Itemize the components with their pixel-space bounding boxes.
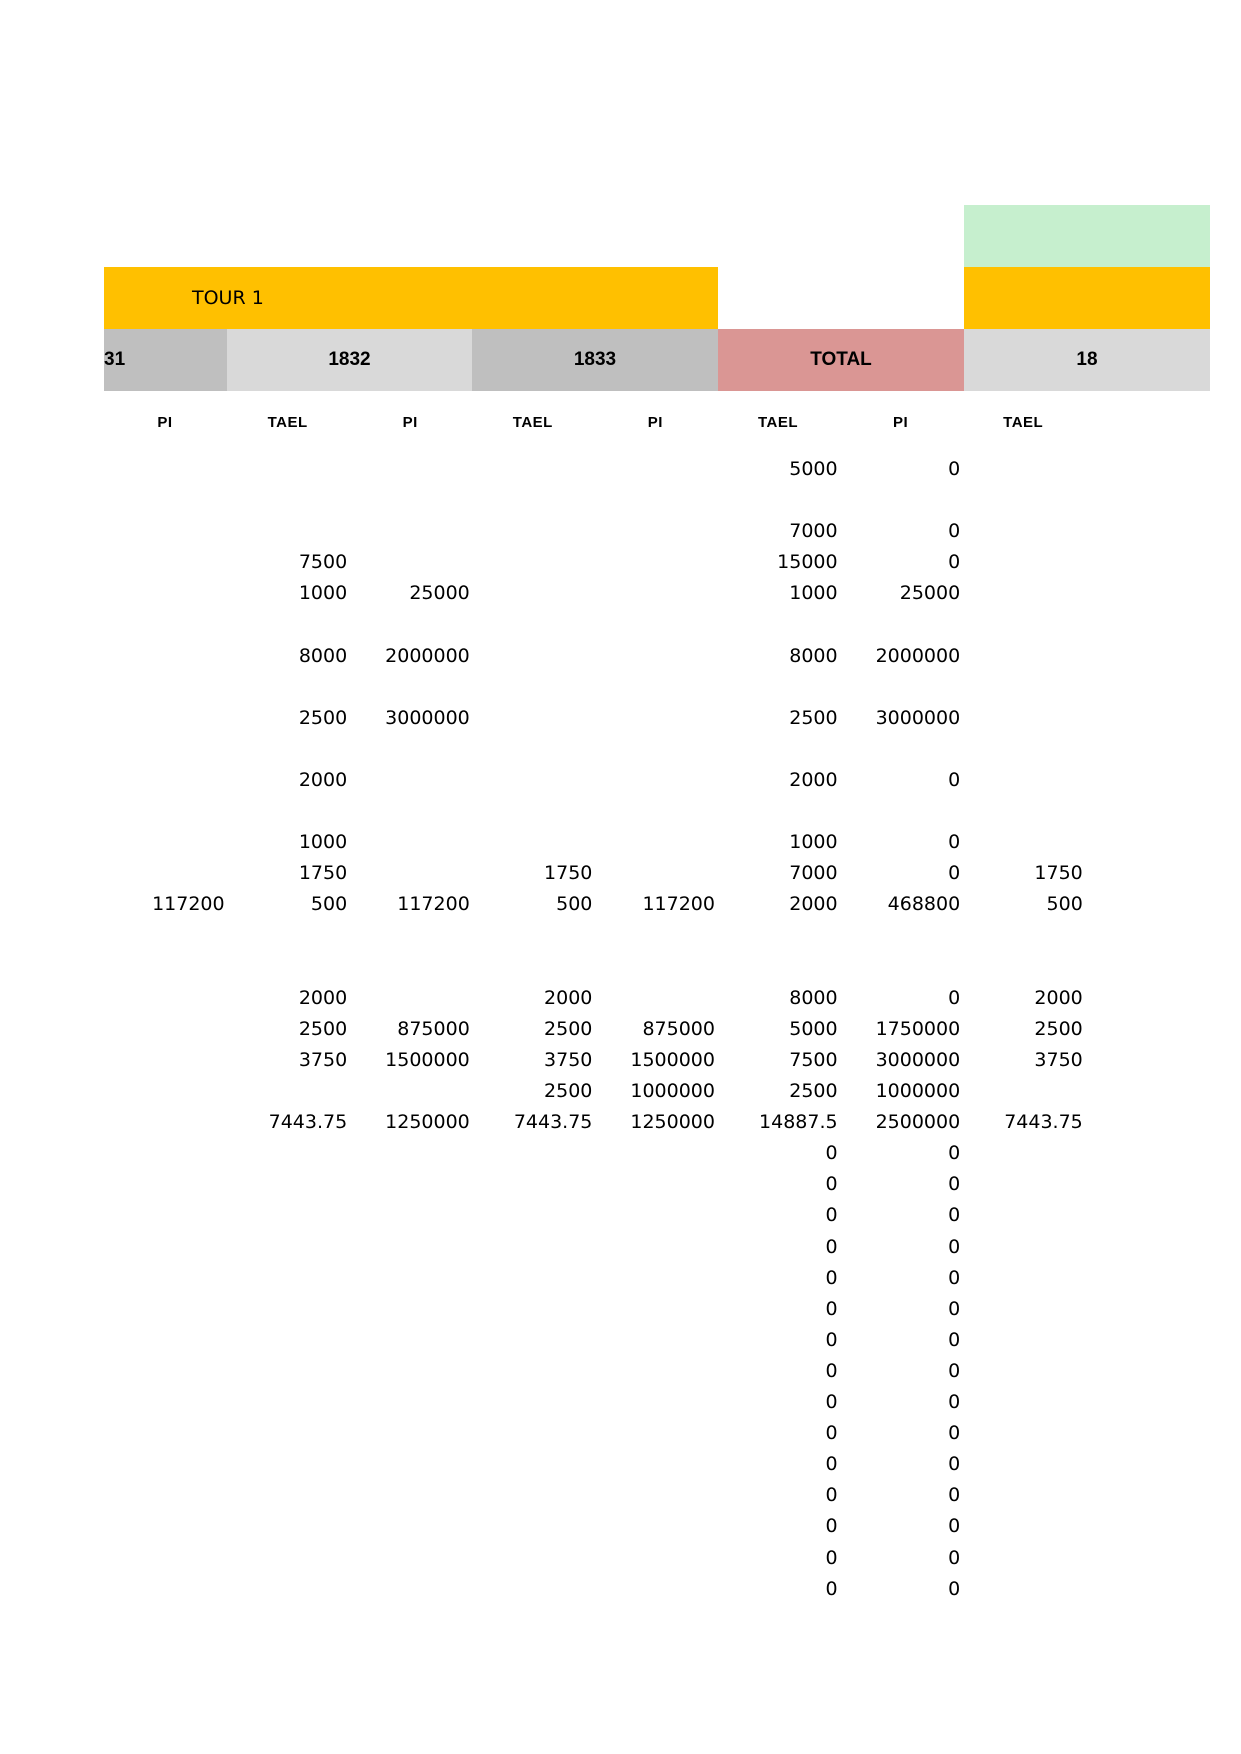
table-cell: 3750 xyxy=(1034,1048,1083,1071)
table-cell: 8000 xyxy=(789,644,838,667)
column-header-tael-6: TAEL xyxy=(757,414,799,431)
table-cell: 2000 xyxy=(298,986,348,1009)
table-cell: 0 xyxy=(825,1453,838,1476)
table-cell: 0 xyxy=(948,1515,961,1538)
table-cell: 500 xyxy=(1046,893,1083,916)
table-cell: 3000000 xyxy=(875,706,961,729)
table-cell: 0 xyxy=(825,1297,838,1320)
table-cell: 0 xyxy=(825,1235,838,1258)
table-cell: 0 xyxy=(825,1546,838,1569)
table-cell: 2500 xyxy=(789,706,838,729)
table-cell: 2000 xyxy=(544,986,593,1009)
column-header-pi-3: PI xyxy=(402,414,418,431)
column-header-pi-7: PI xyxy=(893,414,909,431)
header-highlight-band xyxy=(964,205,1210,267)
table-cell: 5000 xyxy=(789,1017,838,1040)
column-header-tael-8: TAEL xyxy=(1003,414,1044,431)
table-cell: 875000 xyxy=(642,1017,715,1040)
year-1832-header: 1832 xyxy=(227,329,472,391)
table-cell: 468800 xyxy=(887,893,961,916)
table-cell: 0 xyxy=(948,551,961,574)
table-cell: 117200 xyxy=(152,893,225,916)
table-cell: 2000 xyxy=(1034,986,1083,1009)
table-cell: 1500000 xyxy=(385,1048,470,1071)
table-cell: 0 xyxy=(948,1297,961,1320)
table-cell: 7000 xyxy=(789,862,838,885)
table-cell: 117200 xyxy=(642,893,715,916)
table-cell: 0 xyxy=(948,986,961,1009)
table-cell: 2500 xyxy=(789,1080,838,1102)
year-next-header: 18 xyxy=(964,329,1210,391)
table-cell: 0 xyxy=(825,1577,838,1600)
table-cell: 2500 xyxy=(298,706,348,729)
table-cell: 15000 xyxy=(777,551,838,574)
table-cell: 0 xyxy=(948,1328,961,1351)
table-cell: 7500 xyxy=(298,551,348,574)
column-header-tael-2: TAEL xyxy=(267,414,308,431)
year-1831-header: 31 xyxy=(104,329,227,391)
table-cell: 7000 xyxy=(789,520,838,543)
table-cell: 5000 xyxy=(789,458,838,480)
table-cell: 1750 xyxy=(298,862,348,885)
table-cell: 8000 xyxy=(298,644,348,667)
table-cell: 2000000 xyxy=(385,644,470,667)
table-cell: 0 xyxy=(825,1484,838,1507)
table-cell: 1000 xyxy=(298,831,348,854)
tour-band-right xyxy=(964,267,1210,329)
total-header: TOTAL xyxy=(718,329,964,391)
table-cell: 0 xyxy=(948,1235,961,1258)
table-cell: 500 xyxy=(310,893,348,916)
table-cell: 0 xyxy=(948,1266,961,1289)
table-cell: 0 xyxy=(948,1422,961,1445)
table-cell: 14887.5 xyxy=(759,1111,838,1134)
table-cell: 2500000 xyxy=(875,1111,961,1134)
table-cell: 0 xyxy=(948,1546,961,1569)
table-cell: 7500 xyxy=(789,1048,838,1071)
table-cell: 0 xyxy=(948,831,961,854)
table-cell: 1000 xyxy=(789,582,838,605)
table-cell: 3000000 xyxy=(385,706,470,729)
table-cell: 0 xyxy=(948,1359,961,1382)
table-cell: 2000 xyxy=(789,769,838,791)
table-cell: 0 xyxy=(948,1453,961,1476)
table-cell: 0 xyxy=(825,1173,838,1196)
column-header-pi-1: PI xyxy=(157,414,173,431)
table-cell: 0 xyxy=(948,769,961,791)
table-cell: 0 xyxy=(825,1204,838,1227)
year-1833-header: 1833 xyxy=(472,329,718,391)
table-cell: 1750 xyxy=(544,862,593,885)
table-cell: 0 xyxy=(825,1328,838,1351)
table-cell: 2000000 xyxy=(875,644,961,667)
table-cell: 0 xyxy=(948,520,961,543)
table-cell: 0 xyxy=(948,1173,961,1196)
table-cell: 1000 xyxy=(789,831,838,854)
table-cell: 25000 xyxy=(899,582,961,605)
table-cell: 1500000 xyxy=(630,1048,715,1071)
table-cell: 2000 xyxy=(789,893,838,916)
table-cell: 1750000 xyxy=(875,1017,961,1040)
table-cell: 0 xyxy=(825,1142,838,1165)
table-cell: 1000000 xyxy=(875,1080,961,1102)
column-header-tael-4: TAEL xyxy=(512,414,553,431)
table-cell: 2500 xyxy=(544,1080,593,1102)
table-cell: 0 xyxy=(825,1359,838,1382)
table-cell: 2500 xyxy=(544,1017,593,1040)
column-header-pi-5: PI xyxy=(647,414,663,431)
table-cell: 1250000 xyxy=(385,1111,470,1134)
table-cell: 0 xyxy=(825,1391,838,1413)
table-cell: 0 xyxy=(948,1577,961,1600)
table-cell: 0 xyxy=(948,1204,961,1227)
table-cell: 0 xyxy=(948,1142,961,1165)
table-cell: 3000000 xyxy=(875,1048,961,1071)
table-cell: 1750 xyxy=(1034,862,1083,885)
table-cell: 1000 xyxy=(298,582,348,605)
table-cell: 0 xyxy=(825,1422,838,1445)
table-cell: 7443.75 xyxy=(268,1111,348,1134)
table-cell: 0 xyxy=(948,1484,961,1507)
table-cell: 1250000 xyxy=(630,1111,715,1134)
table-cell: 7443.75 xyxy=(1004,1111,1083,1134)
tour-label: TOUR 1 xyxy=(192,287,264,309)
table-cell: 117200 xyxy=(397,893,470,916)
table-cell: 2000 xyxy=(298,769,348,791)
table-cell: 1000000 xyxy=(630,1080,715,1102)
table-cell: 7443.75 xyxy=(513,1111,593,1134)
table-cell: 500 xyxy=(556,893,593,916)
table-cell: 2500 xyxy=(1034,1017,1083,1040)
table-cell: 0 xyxy=(948,862,961,885)
table-cell: 3750 xyxy=(544,1048,593,1071)
table-cell: 0 xyxy=(825,1515,838,1538)
table-cell: 2500 xyxy=(298,1017,348,1040)
table-cell: 3750 xyxy=(298,1048,348,1071)
table-cell: 0 xyxy=(948,1391,961,1413)
table-cell: 8000 xyxy=(789,986,838,1009)
table-cell: 25000 xyxy=(409,582,470,605)
table-cell: 0 xyxy=(948,458,961,480)
table-cell: 0 xyxy=(825,1266,838,1289)
table-cell: 875000 xyxy=(397,1017,470,1040)
